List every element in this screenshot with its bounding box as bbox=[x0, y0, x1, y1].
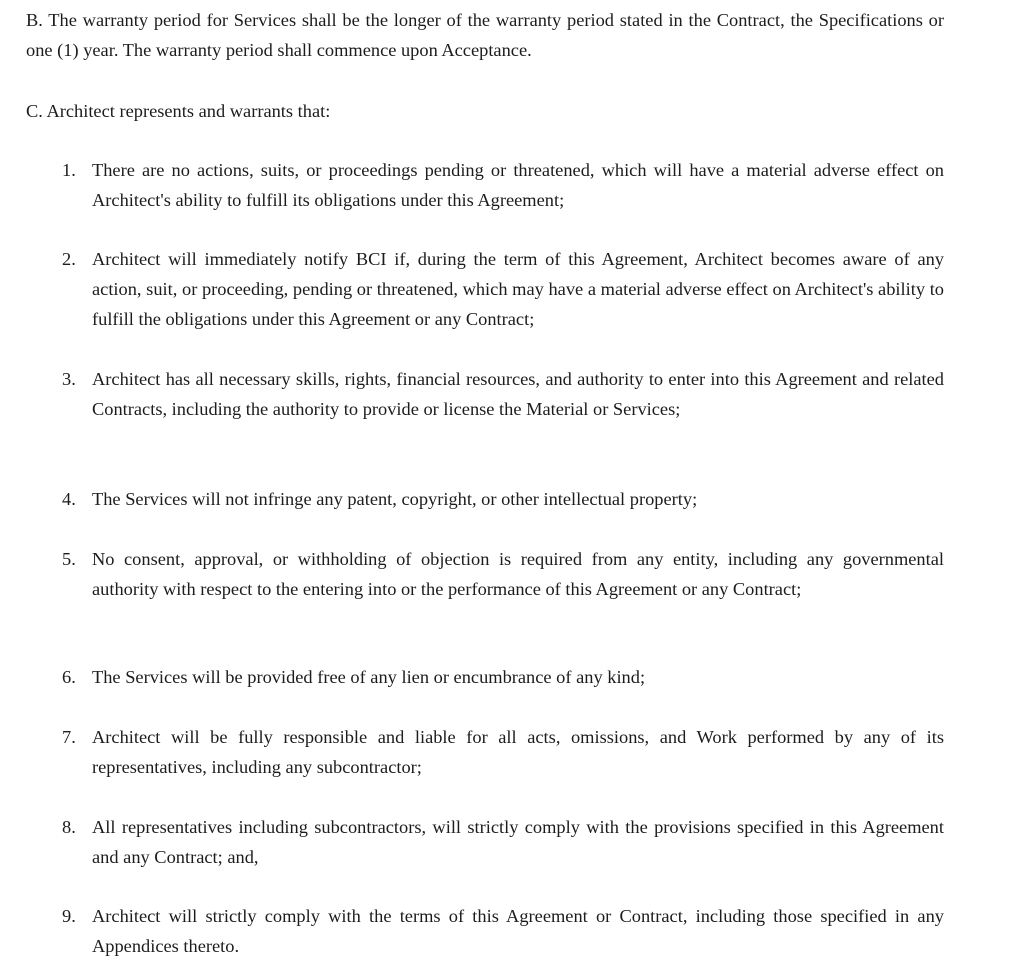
list-item-number: 6. bbox=[62, 667, 76, 687]
list-item bbox=[62, 544, 944, 604]
paragraph-c: C. Architect represents and warrants that: bbox=[26, 101, 331, 121]
list-item bbox=[62, 662, 944, 692]
list-item-number: 5. bbox=[62, 549, 76, 569]
list-item-number: 3. bbox=[62, 369, 76, 389]
list-item bbox=[62, 722, 944, 782]
list-item-number: 1. bbox=[62, 160, 76, 180]
paragraph-b: B. The warranty period for Services shall be the longer of the warranty period stated in the Contract, the Specifications or one (1) year. The warranty period shall commence upon Acceptance. bbox=[26, 10, 944, 60]
list-item bbox=[62, 484, 944, 514]
list-item-text: Architect will immediately notify BCI if, during the term of this Agreement, Architect becomes aware of any action, suit, or proceeding, pending or threatened, which may have a material adverse effect on Architect's ability to fulfill the obligations under this Agreement or any Contract; bbox=[92, 249, 944, 329]
list-item-number: 7. bbox=[62, 727, 76, 747]
list-item-number: 2. bbox=[62, 249, 76, 269]
list-item-text: There are no actions, suits, or proceedings pending or threatened, which will have a material adverse effect on Architect's ability to fulfill its obligations under this Agreement; bbox=[92, 160, 944, 210]
list-item-number: 4. bbox=[62, 489, 76, 509]
list-item-number: 9. bbox=[62, 906, 76, 926]
list-item-text: Architect will be fully responsible and liable for all acts, omissions, and Work performed by any of its representatives, including any subcontractor; bbox=[92, 727, 944, 777]
list-item-text: The Services will be provided free of any lien or encumbrance of any kind; bbox=[92, 667, 646, 687]
list-item-text: The Services will not infringe any patent, copyright, or other intellectual property; bbox=[92, 489, 698, 509]
list-item-text: Architect has all necessary skills, rights, financial resources, and authority to enter into this Agreement and related Contracts, including the authority to provide or license the Material or Services; bbox=[92, 369, 944, 419]
list-item bbox=[62, 244, 944, 334]
list-item bbox=[62, 155, 944, 215]
list-item-text: Architect will strictly comply with the terms of this Agreement or Contract, including those specified in any Appendices thereto. bbox=[92, 906, 944, 956]
list-item bbox=[62, 364, 944, 424]
list-item bbox=[62, 812, 944, 872]
list-item bbox=[62, 901, 944, 961]
list-item-text: No consent, approval, or withholding of objection is required from any entity, including any governmental authority with respect to the entering into or the performance of this Agreement or any Contract; bbox=[92, 549, 944, 599]
list-item-text: All representatives including subcontractors, will strictly comply with the provisions specified in this Agreement and any Contract; and, bbox=[92, 817, 944, 867]
list-item-number: 8. bbox=[62, 817, 76, 837]
